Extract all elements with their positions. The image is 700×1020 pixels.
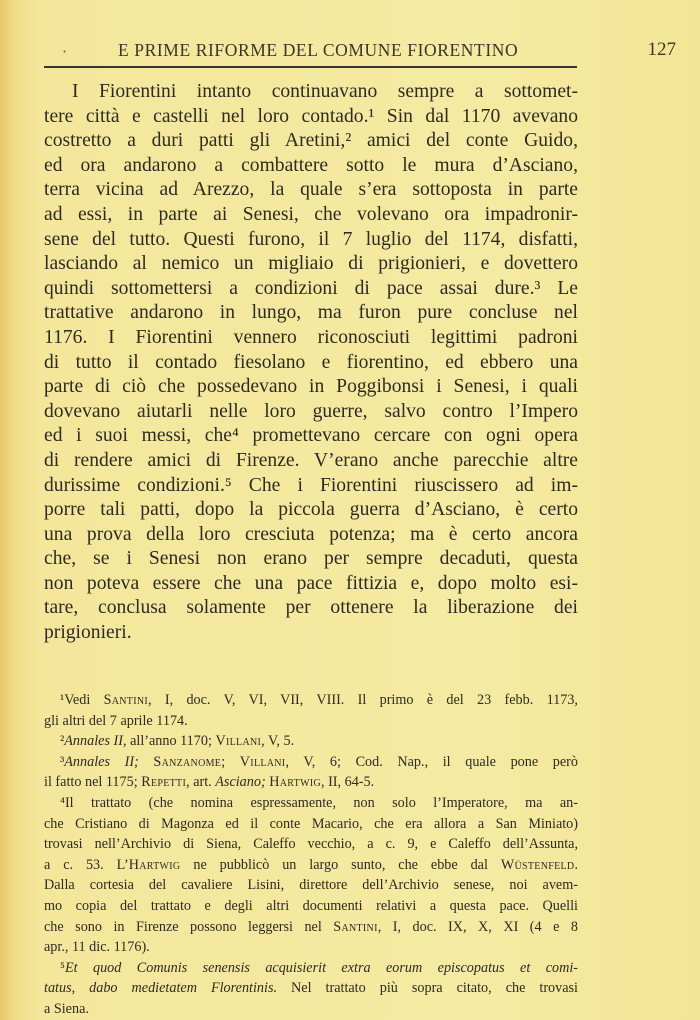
footnote-start-line — [44, 752, 578, 773]
footnote-text: , I, doc. IX, X, XI (4 e 8 — [377, 918, 578, 935]
header-rule — [44, 66, 577, 68]
body-paragraph — [44, 80, 578, 646]
footnote-text: apr., 11 dic. 1176). — [44, 939, 150, 956]
author-name: Villani — [239, 753, 286, 770]
footnote-text: a c. 53. L’ — [44, 856, 129, 873]
footnote-text: che Cristiano di Magonza ed il conte Macario, che era allora a San Miniato) — [44, 815, 578, 832]
body-line: sene del tutto. Questi furono, il 7 luglio del 1174, disfatti, — [44, 228, 578, 250]
footnote-marker: ⁴ — [60, 794, 65, 811]
footnote-text: Il trattato (che nomina espressamente, non solo l’Imperatore, ma an- — [64, 794, 578, 811]
running-title: E PRIME RIFORME DEL COMUNE FIORENTINO — [118, 39, 519, 60]
footnote-text: a Siena. — [44, 1000, 89, 1017]
body-line: lasciando al nemico un migliaio di prigionieri, e dovettero — [44, 253, 578, 275]
footnote-line — [44, 711, 578, 732]
footnote-line — [44, 978, 578, 999]
footnote-text: , II, 64-5. — [320, 774, 375, 791]
footnote-line — [44, 917, 578, 938]
body-line: di tutto il contado fiesolano e fiorentino, ed ebbero una — [44, 351, 578, 373]
footnotes — [44, 690, 578, 1020]
body-line: una prova della loro cresciuta potenza; ma è certo ancora — [44, 523, 578, 545]
body-line: porre tali patti, dopo la piccola guerra d’Asciano, è certo — [44, 499, 578, 521]
footnote-text: , art. — [186, 774, 216, 791]
body-line: trattative andarono in lungo, ma furon pure concluse nel — [44, 302, 578, 324]
footnote-line — [44, 772, 578, 793]
header-dot: · — [62, 42, 68, 61]
author-name: Repetti — [141, 774, 187, 791]
body-line: costretto a duri patti gli Aretini,² amici del conte Guido, — [44, 130, 578, 152]
footnote-line — [44, 999, 578, 1020]
body-line: non poteva essere che una pace fittizia e, dopo molto esi- — [44, 572, 578, 594]
page-number: 127 — [647, 39, 676, 60]
footnote-text: ; — [221, 753, 240, 770]
author-name: Santini — [333, 918, 378, 935]
author-name: Sanzanome — [153, 753, 222, 770]
italic-text: Asciano; — [215, 774, 270, 791]
italic-text: Et quod Comunis senensis acquisierit extra eorum episcopatus et comi- — [64, 959, 578, 976]
italic-text: Annales II; — [64, 753, 154, 770]
footnote-text: trovasi nell’Archivio di Siena, Caleffo vecchio, a c. 9, e Caleffo dell’Assunta, — [44, 836, 578, 853]
footnote-text: Nel trattato più sopra citato, che trovasi — [277, 980, 579, 997]
footnote-line — [44, 834, 578, 855]
body-line: 1176. I Fiorentini vennero riconosciuti legittimi padroni — [44, 326, 578, 348]
footnote-marker: ⁵ — [60, 959, 65, 976]
body-line: ed i suoi messi, che⁴ promettevano cercare con ogni opera — [44, 425, 578, 447]
footnote-start-line — [44, 731, 578, 752]
body-line: ad essi, in parte ai Senesi, che volevano ora impadronir- — [44, 203, 578, 225]
footnote-marker: ¹ — [60, 692, 65, 708]
footnote-line — [44, 896, 578, 917]
body-line: dovevano aiutarli nelle loro guerre, salvo contro l’Impero — [44, 400, 578, 422]
author-name: Hartwig — [269, 774, 321, 791]
body-line: parte di ciò che possedevano in Poggibonsi i Senesi, i quali — [44, 376, 578, 398]
body-line: prigionieri. — [44, 622, 132, 644]
footnote-marker: ³ — [60, 753, 65, 770]
footnote-text: . — [574, 856, 578, 873]
footnote-line — [44, 814, 578, 835]
body-line: terra vicina ad Arezzo, la quale s’era sottoposta in parte — [44, 179, 578, 201]
body-line: ed ora andarono a combattere sotto le mura d’Asciano, — [44, 154, 578, 176]
page-header — [44, 36, 679, 64]
italic-text: tatus, dabo medietatem Florentinis. — [44, 980, 278, 997]
body-line: durissime condizioni.⁵ Che i Fiorentini riuscissero ad im- — [44, 474, 578, 496]
footnote-text: mo copia del trattato e degli altri documenti relativi a questa pace. Quelli — [44, 897, 578, 914]
footnote-text: ne pubblicò un largo sunto, che ebbe dal — [180, 856, 501, 873]
author-name: Santini — [103, 692, 149, 708]
footnote-line — [44, 875, 578, 896]
footnote-line — [44, 937, 578, 958]
footnote-line — [44, 855, 578, 876]
footnote-text: , V, 6; Cod. Nap., il quale pone però — [285, 753, 578, 770]
body-line: tere città e castelli nel loro contado.¹ Sin dal 1170 avevano — [44, 105, 578, 127]
footnote-marker: ² — [60, 733, 65, 750]
footnote-text: Vedi — [64, 692, 104, 708]
author-name: Wüstenfeld — [500, 856, 575, 873]
footnote-text: , I, doc. V, VI, VII, VIII. Il primo è del 23 febb. 1173, — [148, 692, 578, 708]
body-line: che, se i Senesi non erano per sempre decaduti, questa — [44, 548, 578, 570]
footnote-text: , V, 5. — [261, 733, 295, 750]
footnote-text: Dalla cortesia del cavaliere Lisini, direttore dell’Archivio senese, noi avem- — [44, 877, 578, 894]
author-name: Villani — [215, 733, 262, 750]
body-line: tare, conclusa solamente per ottenere la liberazione dei — [44, 597, 578, 619]
body-line: I Fiorentini intanto continuavano sempre a sottomet- — [72, 81, 578, 102]
footnote-text: , all’anno 1170; — [122, 733, 216, 750]
footnote-start-line — [44, 958, 578, 979]
body-line: di rendere amici di Firenze. V’erano anche parecchie altre — [44, 449, 578, 471]
body-line: quindi sottomettersi a condizioni di pace assai dure.³ Le — [44, 277, 578, 299]
footnote-start-line — [44, 793, 578, 814]
footnote-text: gli altri del 7 aprile 1174. — [44, 712, 188, 729]
footnote-start-line — [44, 690, 578, 711]
italic-text: Annales II — [64, 733, 123, 750]
footnote-text: che sono in Firenze possono leggersi nel — [44, 918, 334, 935]
footnote-text: il fatto nel 1175; — [44, 774, 142, 791]
author-name: Hartwig — [128, 856, 181, 873]
